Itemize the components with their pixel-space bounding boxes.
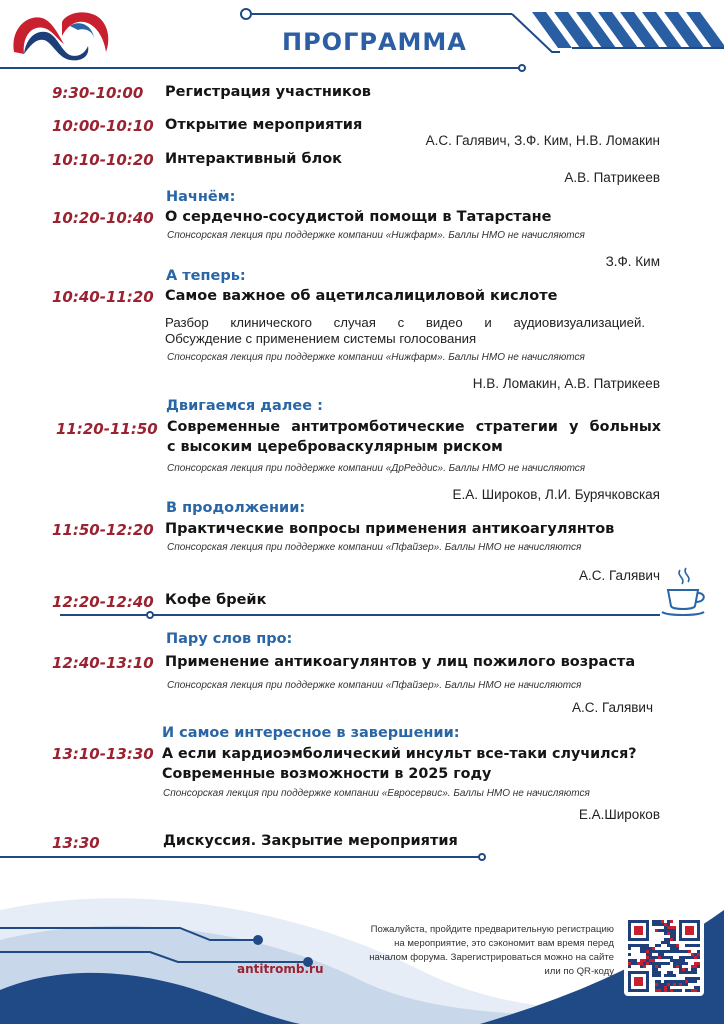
time-slot: 10:40-11:20 (52, 288, 154, 306)
speaker: З.Ф. Ким (605, 254, 660, 269)
session-title: Дискуссия. Закрытие мероприятия (163, 833, 458, 849)
session-title: Регистрация участников (165, 84, 371, 100)
logo-icon (8, 8, 114, 62)
page-title: ПРОГРАММА (282, 28, 467, 56)
time-slot: 12:40-13:10 (52, 654, 154, 672)
time-slot: 13:30 (52, 834, 100, 852)
section-intro: Начнём: (166, 189, 236, 205)
session-title: Интерактивный блок (165, 151, 343, 167)
section-intro: А теперь: (166, 268, 246, 284)
note-line: на мероприятие, это сэкономит вам время перед (394, 938, 614, 949)
sponsor-note: Спонсорская лекция при поддержке компании «Евросервис». Баллы НМО не начисляются (163, 788, 590, 799)
speaker: Н.В. Ломакин, А.В. Патрикеев (472, 376, 660, 391)
sponsor-note: Спонсорская лекция при поддержке компании «Пфайзер». Баллы НМО не начисляются (167, 680, 582, 691)
sponsor-note: Спонсорская лекция при поддержке компании «Нижфарм». Баллы НМО не начисляются (167, 352, 585, 363)
description-line: Обсуждение с применением системы голосования (165, 331, 477, 346)
speaker: А.С. Галявич (579, 568, 660, 583)
title-line: А если кардиоэмболический инсульт все-таки случился? (162, 746, 637, 762)
session-title (167, 417, 661, 457)
session-title: Практические вопросы применения антикоагулянтов (165, 521, 615, 537)
session-title: О сердечно-сосудистой помощи в Татарстане (165, 209, 552, 225)
time-slot: 10:00-10:10 (52, 117, 154, 135)
session-title: Кофе брейк (165, 592, 267, 608)
header-stripes (532, 12, 724, 48)
session-title: Самое важное об ацетилсалициловой кислоте (165, 288, 558, 304)
closing-divider-dot (478, 853, 486, 861)
section-intro: Пару слов про: (166, 631, 293, 647)
speaker: А.В. Патрикеев (564, 170, 660, 185)
time-slot: 11:50-12:20 (52, 521, 154, 539)
qr-code-icon[interactable] (628, 920, 700, 992)
title-line: Современные антитромботические стратегии у больных (167, 419, 661, 435)
speaker: Е.А. Широков, Л.И. Бурячковская (452, 487, 660, 502)
header-dot-top (240, 8, 252, 20)
session-title: Открытие мероприятия (165, 117, 363, 133)
coffee-cup-icon (658, 566, 708, 620)
note-line: началом форума. Зарегистрироваться можно на сайте (369, 952, 614, 963)
time-slot: 10:20-10:40 (52, 209, 154, 227)
description-line: Разбор клинического случая с видео и аудиовизуализацией. (165, 315, 645, 330)
header-line-bottom (0, 67, 520, 69)
header-line-top (252, 13, 512, 15)
registration-note (344, 923, 614, 979)
section-intro: В продолжении: (166, 500, 306, 516)
note-line: Пожалуйста, пройдите предварительную регистрацию (370, 924, 614, 935)
section-intro: И самое интересное в завершении: (162, 725, 460, 741)
title-line: Современные возможности в 2025 году (162, 766, 492, 782)
site-link[interactable]: antitromb.ru (237, 962, 324, 976)
time-slot: 10:10-10:20 (52, 151, 154, 169)
session-title: Применение антикоагулянтов у лиц пожилого возраста (165, 654, 636, 670)
sponsor-note: Спонсорская лекция при поддержке компании «Пфайзер». Баллы НМО не начисляются (167, 542, 582, 553)
speaker: Е.А.Широков (578, 807, 660, 822)
header-dot-bottom (518, 64, 526, 72)
closing-divider (0, 856, 480, 858)
title-line: с высоким цереброваскулярным риском (167, 439, 503, 455)
coffee-divider-dot (146, 611, 154, 619)
header-line-right (572, 47, 724, 49)
time-slot: 13:10-13:30 (52, 745, 154, 763)
time-slot: 11:20-11:50 (56, 420, 158, 438)
note-line: или по QR-коду (544, 966, 614, 977)
time-slot: 12:20-12:40 (52, 593, 154, 611)
time-slot: 9:30-10:00 (52, 84, 144, 102)
session-title (162, 744, 662, 784)
speaker: А.С. Галявич (572, 700, 653, 715)
speaker: А.С. Галявич, З.Ф. Ким, Н.В. Ломакин (425, 133, 660, 148)
sponsor-note: Спонсорская лекция при поддержке компании «Нижфарм». Баллы НМО не начисляются (167, 230, 585, 241)
section-intro: Двигаемся далее : (166, 398, 323, 414)
session-description (165, 315, 645, 347)
sponsor-note: Спонсорская лекция при поддержке компании «ДрРеддис». Баллы НМО не начисляются (167, 463, 586, 474)
